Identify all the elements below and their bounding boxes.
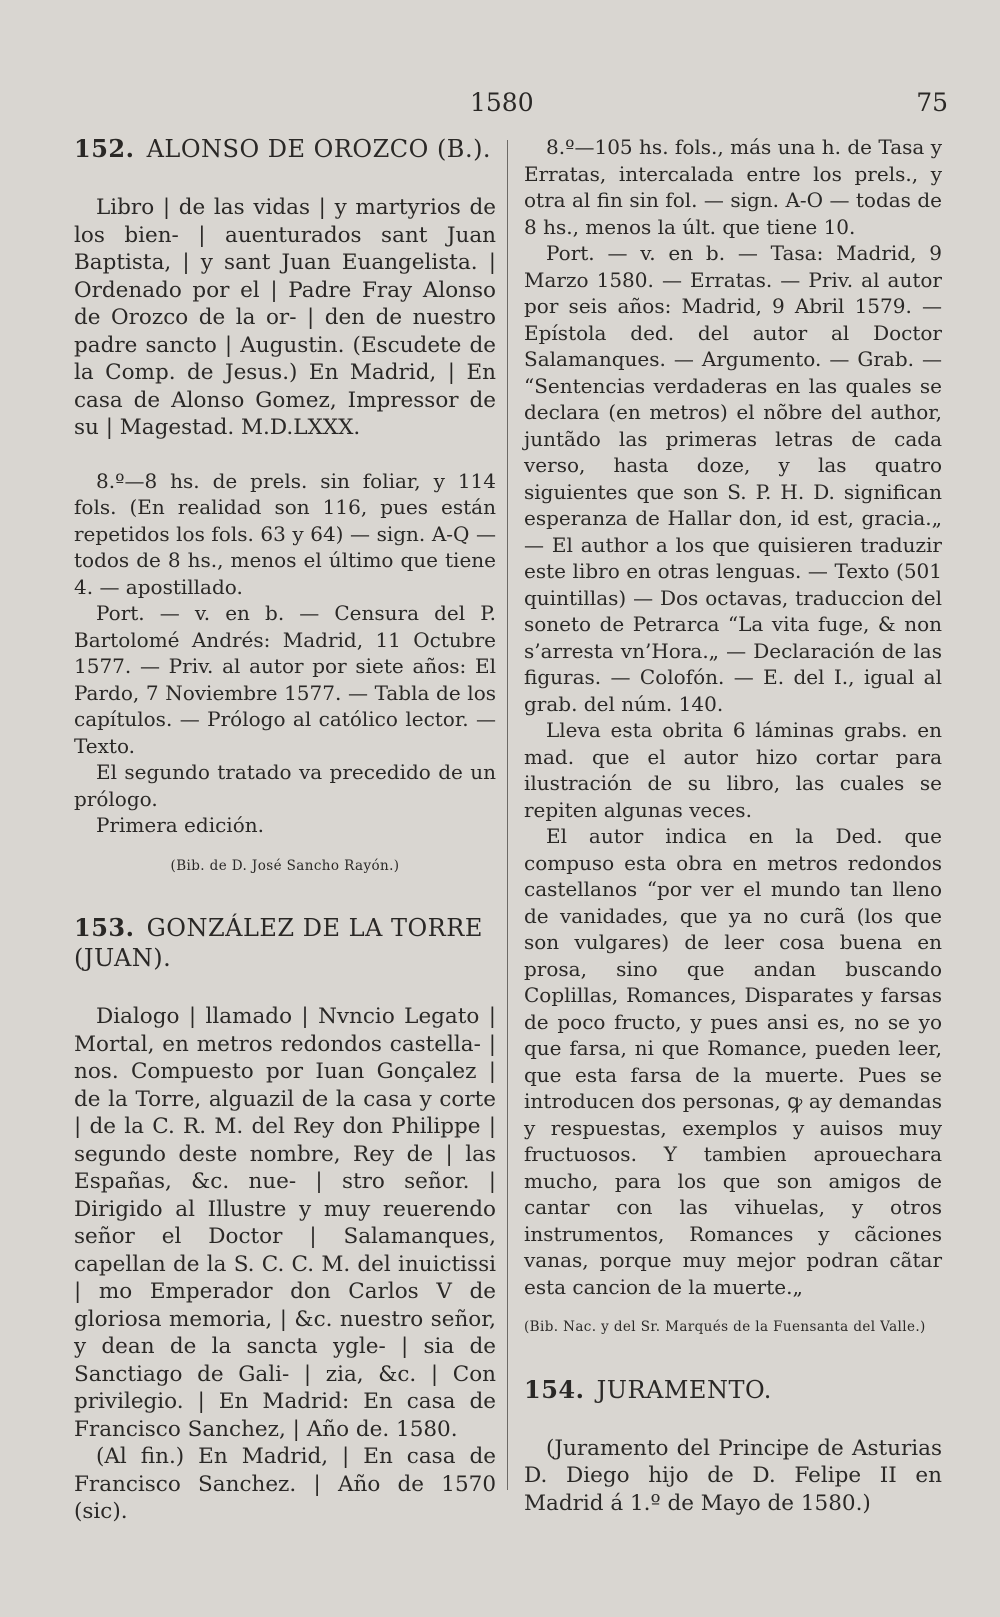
entry-library-source: (Bib. Nac. y del Sr. Marqués de la Fuensanta del Valle.) xyxy=(524,1319,926,1335)
entry-heading-152 xyxy=(74,134,496,164)
entry-colophon: (Al fin.) En Madrid, | En casa de Francisco Sanchez. | Año de 1570 (sic). xyxy=(74,1444,496,1524)
entry-contents: Port. — v. en b. — Tasa: Madrid, 9 Marzo 1580. — Erratas. — Priv. al autor por seis años: Madrid, 9 Abril 1579. — Epístola ded. del autor al Doctor Salamanques. — Argumento. — Grab. — “Sentencias verdaderas en las quales se declara (en metros) el nõbre del author, juntãdo las primeras letras de cada verso, hasta doze, y las quatro siguientes que son S. P. H. D. significan esperanza de Hallar don, id est, gracia.„ — El author a los que quisieren traduzir este libro en otras lenguas. — Texto (501 quintillas) — Dos octavas, traduccion del soneto de Petrarca “La vita fuge, & non s’arresta vn’Hora.„ — Declaración de las figuras. — Colofón. — E. del I., igual al grab. del núm. 140. xyxy=(524,241,942,716)
left-column xyxy=(74,134,496,1526)
running-header-year: 1580 xyxy=(470,88,534,117)
entry-title-transcription: Dialogo | llamado | Nvncio Legato | Mortal, en metros redondos castella- | nos. Compuesto por Iuan Gonçalez | de la Torre, alguazil de la casa y corte | de la C. R. M. del Rey don Philippe | segundo deste nombre, Rey de | las Españas, &c. nue- | stro señor. | Dirigido al Illustre y muy reuerendo señor el Doctor | Salamanques, capellan de la S. C. C. M. del inuictissi | mo Emperador don Carlos V de gloriosa memoria, | &c. nuestro señor, y dean de la sancta ygle- | sia de Sanctiago de Gali- | zia, &c. | Con privilegio. | En Madrid: En casa de Francisco Sanchez, | Año de. 1580. xyxy=(74,1004,496,1442)
entry-heading-154 xyxy=(524,1375,942,1405)
entry-collation: 8.º—105 hs. fols., más una h. de Tasa y Erratas, intercalada entre los prels., y otra al fin sin fol. — sign. A-O — todas de 8 hs., menos la últ. que tiene 10. xyxy=(524,135,942,239)
entry-collation: 8.º—8 hs. de prels. sin foliar, y 114 fols. (En realidad son 116, pues están repetidos los fols. 63 y 64) — sign. A-Q — todos de 8 hs., menos el último que tiene 4. — apostillado. xyxy=(74,468,496,599)
entry-note: El autor indica en la Ded. que compuso esta obra en metros redondos castellanos “por ver el mundo tan lleno de vanidades, que ya no curã (los que son vulgares) de leer cosa buena en prosa, sino que andan buscando Coplillas, Romances, Disparates y farsas de poco fructo, y pues ansi es, no se yo que farsa, ni que Romance, pueden leer, que esta farsa de la muerte. Pues se introducen dos personas, ꝙ ay demandas y respuestas, exemplos y auisos muy fructuosos. Y tambien aprouechara mucho, para los que son amigos de cantar con las vihuelas, y otros instrumentos, Romances y cãciones vanas, porque muy mejor podran cãtar esta cancion de la muerte.„ xyxy=(524,824,942,1299)
entry-note: El segundo tratado va precedido de un prólogo. xyxy=(74,760,496,811)
entry-number: 153. xyxy=(74,913,135,942)
entry-number: 154. xyxy=(524,1374,585,1404)
entry-number: 152. xyxy=(74,134,135,163)
right-column xyxy=(524,134,942,1517)
page-number: 75 xyxy=(916,88,948,117)
entry-library-source: (Bib. de D. José Sancho Rayón.) xyxy=(170,857,400,874)
running-header xyxy=(0,88,1000,128)
entry-author: ALONSO DE OROZCO (B.). xyxy=(146,135,492,163)
entry-text: (Juramento del Principe de Asturias D. Diego hijo de D. Felipe II en Madrid á 1.º de Mayo de 1580.) xyxy=(524,1435,942,1516)
entry-contents: Port. — v. en b. — Censura del P. Bartolomé Andrés: Madrid, 11 Octubre 1577. — Priv. al autor por siete años: El Pardo, 7 Noviembre 1577. — Tabla de los capítulos. — Prólogo al católico lector. — Texto. xyxy=(74,601,496,758)
entry-title-transcription: Libro | de las vidas | y martyrios de los bien- | auenturados sant Juan Baptista, | y sant Juan Euangelista. | Ordenado por el | Padre Fray Alonso de Orozco de la or- | den de nuestro padre sancto | Augustin. (Escudete de la Comp. de Jesus.) En Madrid, | En casa de Alonso Gomez, Impressor de su | Magestad. M.D.LXXX. xyxy=(74,195,496,440)
entry-note: Lleva esta obrita 6 láminas grabs. en mad. que el autor hizo cortar para ilustración de su libro, las cuales se repiten algunas veces. xyxy=(524,718,942,822)
entry-note: Primera edición. xyxy=(96,813,264,837)
entry-author: GONZÁLEZ DE LA TORRE (JUAN). xyxy=(74,914,483,972)
entry-heading-153 xyxy=(74,913,496,973)
entry-author: JURAMENTO. xyxy=(596,1375,772,1404)
column-divider xyxy=(507,140,508,1490)
